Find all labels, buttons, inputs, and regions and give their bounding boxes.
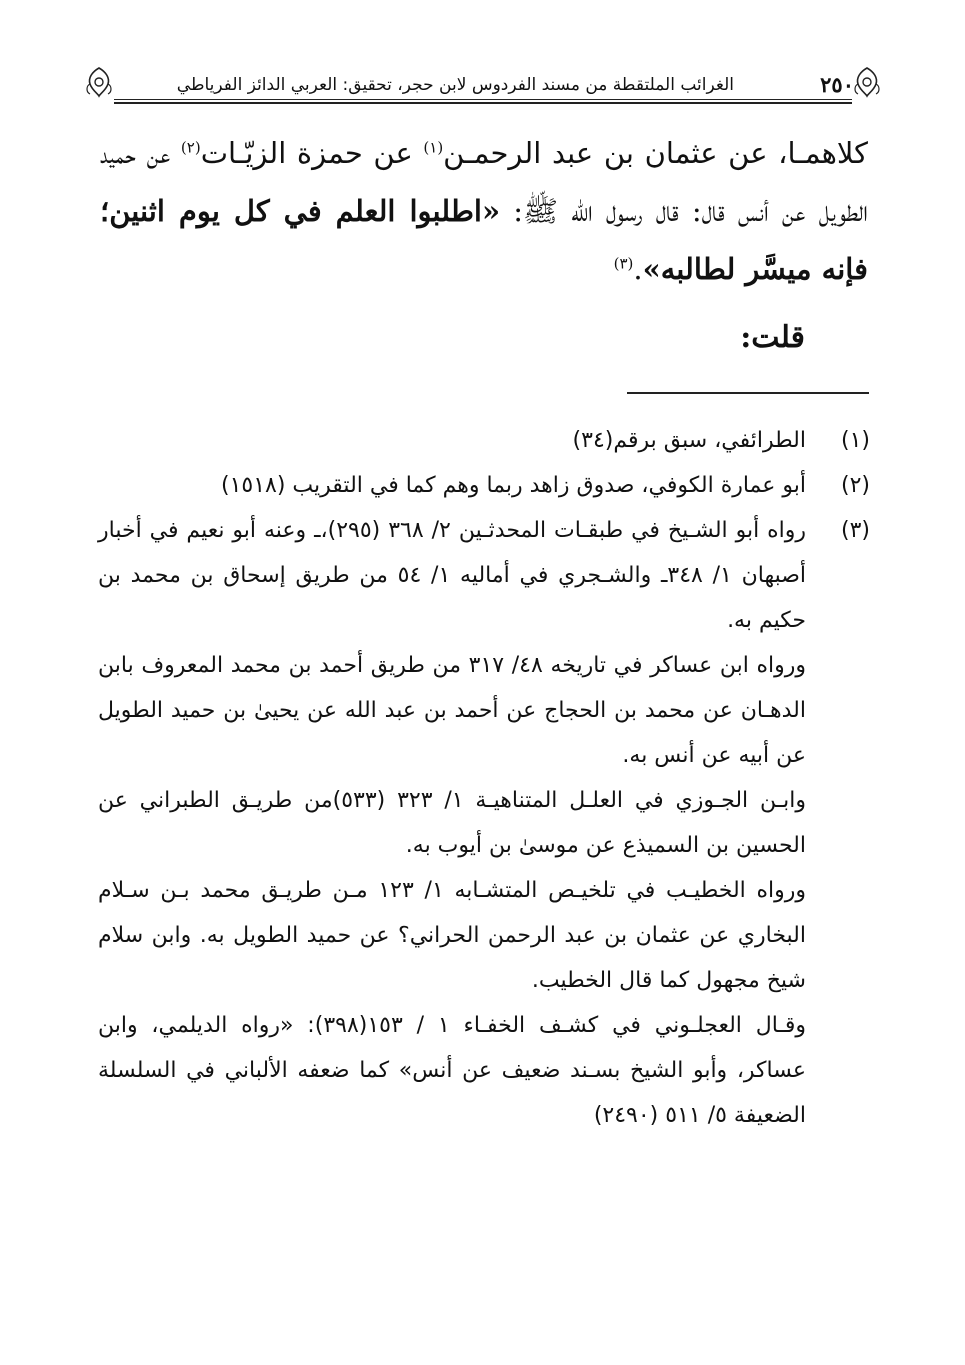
footnote-body: أبو عمارة الكوفي، صدوق زاهد ربما وهم كما في التقريب (١٥١٨) [221,473,806,498]
footnote-number: (٣) [840,518,870,543]
footnote-number: (١) [840,428,870,453]
footnote-number: (٢) [840,473,870,498]
footnote-separator [627,392,869,394]
header-rule [114,102,852,104]
header-rule-thin [114,99,852,100]
footnote-paragraph: رواه أبو الشـيخ في طبقـات المحدثـين ٢/ ٣٦٨ (٢٩٥)،ـ وعنه أبو نعيم في أخبار أصبهان ١/ ٣٤٨ـ والشـجري في أماليه ١/ ٥٤ من طريق إسحاق بن محمد بن حكيم به. [98,518,807,633]
section-heading: قلت: [740,320,805,355]
footnotes [98,418,870,1138]
ornament-left-icon [84,66,114,98]
footnote-paragraph: وابـن الجـوزي في العلـل المتناهيـة ١/ ٣٢٣ (٥٣٣)من طريـق الطبراني عن الحسين بن السميذع عن موسىٰ بن أيوب به. [98,788,807,858]
footnote-1 [98,418,870,463]
footnote-paragraph: ورواه ابن عساكر في تاريخه ٤٨/ ٣١٧ من طريق أحمد بن محمد المعروف بابن الدهـان عن محمد بن الحجاج عن أحمد بن عبد الله عن يحيىٰ بن حميد الطويل عن أبيه عن أنس به. [98,653,807,768]
main-paragraph: كلاهمـا، عن عثمان بن عبد الرحمـن$^{(١)}$ عن حمزة الزيّـات$^{(٢)}$ عن حميد الطويل عن أنس قال: قال رسول الله ﷺ: «اطلبوا العلم في كل يوم اثنين؛ فإنه ميسَّر لطالبه».$^{(٣)}$ [100,136,868,286]
footnote-paragraph: ورواه الخطيـب في تلخيـص المتشـابه ١/ ١٢٣ مـن طريـق محمد بـن سـلام البخاري عن عثمان بن عبد الرحمن الحراني؟ عن حميد الطويل به. وابن سلام شيخ مجهول كما قال الخطيب. [98,878,807,993]
running-title: الغرائب الملتقطة من مسند الفردوس لابن حجر، تحقيق: العربي الدائز الفرياطي [176,75,734,95]
footnote-body [98,508,806,1138]
footnote-ref-2[interactable]: (٢) [180,138,201,157]
page-number: ٢٥٠ [820,72,854,97]
main-text [100,124,868,298]
hadith-text: «اطلبوا العلم في كل يوم اثنين؛ فإنه ميسَّر لطالبه» [100,194,868,286]
page-header [92,66,874,104]
footnote-3 [98,508,870,1138]
footnote-body: الطرائفي، سبق برقم(٣٤) [572,428,806,453]
footnote-paragraph: وقـال العجلـوني في كشـف الخفـاء ١ / ١٥٣(٣٩٨): «رواه الديلمي، وابن عساكر، وأبو الشيخ بسـند ضعيف عن أنس» كما ضعفه الألباني في السلسلة الضعيفة ٥/ ٥١١ (٢٤٩٠) [98,1013,807,1128]
footnote-ref-3[interactable]: (٣) [613,254,634,273]
ornament-right-icon [852,66,882,98]
footnote-2 [98,463,870,508]
footnote-ref-1[interactable]: (١) [423,138,444,157]
